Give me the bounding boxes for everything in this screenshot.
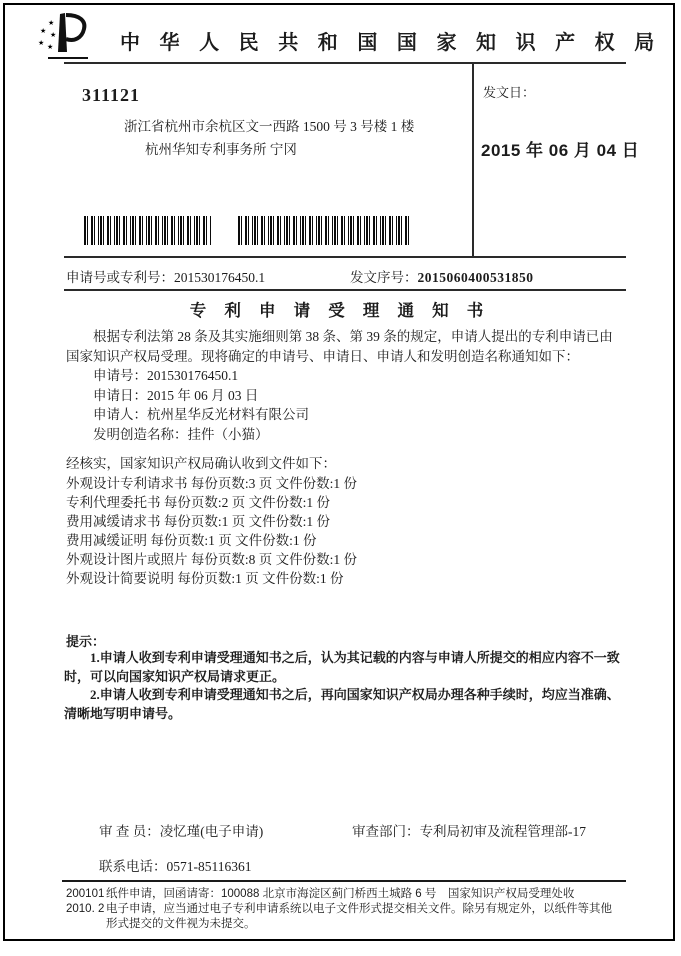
document-item: 费用减缓请求书 每份页数:1 页 文件份数:1 份 [66,514,331,529]
issue-date-value: 2015 年 06 月 04 日 [481,141,640,160]
vertical-divider [472,63,474,257]
barcode [84,216,211,245]
divider [64,256,626,258]
star-icon: ★ [40,27,47,35]
department [352,820,586,840]
barcode [238,216,412,245]
document-item: 专利代理委托书 每份页数:2 页 文件份数:1 份 [66,495,331,510]
footer [66,887,626,932]
issue-date-label: 发文日： [483,85,536,100]
notice-intro-paragraph: 根据专利法第 28 条及其实施细则第 38 条、第 39 条的规定，申请人提出的专利申请已由国家知识产权局受理。现将确定的申请号、申请日、申请人和发明创造名称通知如下： [66,329,613,364]
footer-text: 纸件申请，回函请寄：100088 北京市海淀区蓟门桥西土城路 6 号 国家知识产权局受理处收 [106,888,575,900]
received-documents-list [66,474,357,588]
serial-number [350,266,534,286]
contact-phone-value: 0571-85116361 [166,859,252,874]
star-icon: ★ [38,39,45,47]
recipient-address-line1: 浙江省杭州市余杭区文一西路 1500 号 3 号楼 1 楼 [124,119,415,134]
document-item: 外观设计简要说明 每份页数:1 页 文件份数:1 份 [66,571,344,586]
footer-text: 电子申请，应当通过电子专利申请系统以电子文件形式提交相关文件。除另有规定外，以纸件等其他形式提交的文件视为未提交。 [106,903,612,930]
agency-title: 中 华 人 民 共 和 国 国 家 知 识 产 权 局 [120,32,662,54]
application-number-label: 申请号或专利号： [66,270,174,285]
confirm-intro: 经核实，国家知识产权局确认收到文件如下： [66,456,336,471]
field-application-number: 申请号：201530176450.1 [93,368,239,383]
footer-row [66,902,626,932]
document-item: 外观设计专利请求书 每份页数:3 页 文件份数:1 份 [66,476,358,491]
department-label: 审查部门： [352,824,420,839]
divider [64,289,626,291]
signoff-row [99,820,622,840]
application-fields [93,366,309,444]
document-item: 费用减缓证明 每份页数:1 页 文件份数:1 份 [66,533,317,548]
contact-phone-label: 联系电话： [99,859,167,874]
application-number [66,266,265,286]
examiner-label: 审 查 员： [99,824,160,839]
star-icon: ★ [47,43,54,51]
star-icon: ★ [48,19,55,27]
star-icon: ★ [50,31,57,39]
field-application-date: 申请日：2015 年 06 月 03 日 [93,387,259,403]
serial-number-value: 2015060400531850 [417,270,534,285]
note-item-2: 2.申请人收到专利申请受理通知书之后，再向国家知识产权局办理各种手续时，均应当准确、清晰地写明申请号。 [64,687,620,721]
footer-divider [62,880,626,882]
department-name: 专利局初审及流程管理部-17 [419,824,586,839]
header-divider [64,62,626,64]
sipo-emblem-icon [34,11,90,59]
document-item: 外观设计图片或照片 每份页数:8 页 文件份数:1 份 [66,552,358,567]
field-applicant: 申请人：杭州星华反光材料有限公司 [93,407,309,422]
field-invention-name: 发明创造名称：挂件（小猫） [93,426,269,442]
recipient-address-line2: 杭州华知专利事务所 宁冈 [145,142,297,157]
contact-phone [99,855,252,875]
examiner-name: 凌忆瑾(电子申请) [159,824,264,839]
footer-code: 2010. 2 [66,903,105,915]
footer-code: 200101 [66,888,105,900]
footer-row [66,887,626,902]
serial-number-label: 发文序号： [350,270,418,285]
notice-title: 专 利 申 请 受 理 通 知 书 [189,301,491,320]
notes-label: 提示： [66,634,106,649]
application-number-value: 201530176450.1 [174,270,266,285]
note-item-1: 1.申请人收到专利申请受理通知书之后，认为其记载的内容与申请人所提交的相应内容不一致时，可以向国家知识产权局请求更正。 [64,650,620,684]
recipient-postal-code: 311121 [82,85,141,105]
